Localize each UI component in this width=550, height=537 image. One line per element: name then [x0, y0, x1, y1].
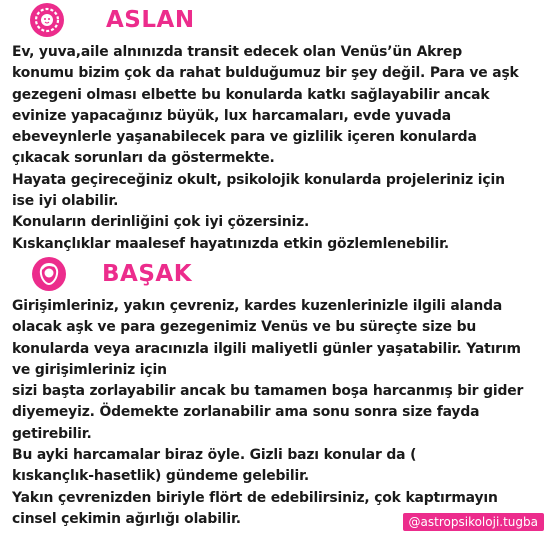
basak-header — [12, 254, 542, 294]
sign-title: BAŞAK — [102, 261, 193, 287]
aslan-header — [12, 0, 542, 40]
basak-text — [12, 296, 542, 530]
aslan-section — [12, 0, 542, 255]
text-line: konularda veya aracınızla ilgili maliyetli günler yaşatabilir. Yatırım — [12, 340, 521, 357]
text-line: ise iyi olabilir. — [12, 193, 119, 210]
text-line: olacak aşk ve para gezegenimiz Venüs ve bu süreçte size bu — [12, 319, 477, 336]
text-line: konumu bizim çok da rahat bulduğumuz bir şey değil. Para ve aşk — [12, 65, 519, 82]
text-line: ebeveynlerle yaşanabilecek para ve gizlilik içeren konularda — [12, 129, 477, 146]
text-line: cinsel çekimin ağırlığı olabilir. — [12, 510, 241, 527]
text-line: Hayata geçireceğiniz okult, psikolojik konularda projeleriniz için — [12, 171, 505, 188]
text-line: Yakın çevrenizden biriyle flört de edebilirsiniz, çok kaptırmayın — [12, 489, 498, 506]
sign-title: ASLAN — [106, 7, 195, 33]
text-line: kıskançlık-hasetlik) gündeme gelebilir. — [12, 468, 309, 485]
text-line: çıkacak sorunları da göstermekte. — [12, 150, 275, 167]
lion-head-icon — [30, 3, 64, 37]
text-line: evinize yapacağınız büyük, lux harcamaları, evde yuvada — [12, 107, 451, 124]
text-line: gezegeni olması elbette bu konularda katkı sağlayabilir ancak — [12, 86, 490, 103]
text-line: Konuların derinliğini çok iyi çözersiniz. — [12, 214, 310, 231]
basak-section — [12, 254, 542, 530]
text-line: ve girişimleriniz için — [12, 361, 167, 378]
text-line: Bu ayki harcamalar biraz öyle. Gizli bazı konular da ( — [12, 447, 417, 464]
virgo-maiden-icon — [32, 257, 66, 291]
text-line: Kıskançlıklar maalesef hayatınızda etkin gözlemlenebilir. — [12, 235, 449, 252]
text-line: Girişimleriniz, yakın çevreniz, kardes kuzenlerinizle ilgili alanda — [12, 298, 503, 314]
text-line: Ev, yuva,aile alnınızda transit edecek olan Venüs’ün Akrep — [12, 44, 463, 60]
watermark-handle: @astropsikoloji.tugba — [403, 513, 544, 531]
text-line: diyemeyiz. Ödemekte zorlanabilir ama sonu sonra size fayda — [12, 404, 480, 421]
text-line: sizi başta zorlayabilir ancak bu tamamen boşa harcanmış bir gider — [12, 383, 524, 400]
aslan-text — [12, 42, 542, 255]
text-line: getirebilir. — [12, 425, 92, 442]
